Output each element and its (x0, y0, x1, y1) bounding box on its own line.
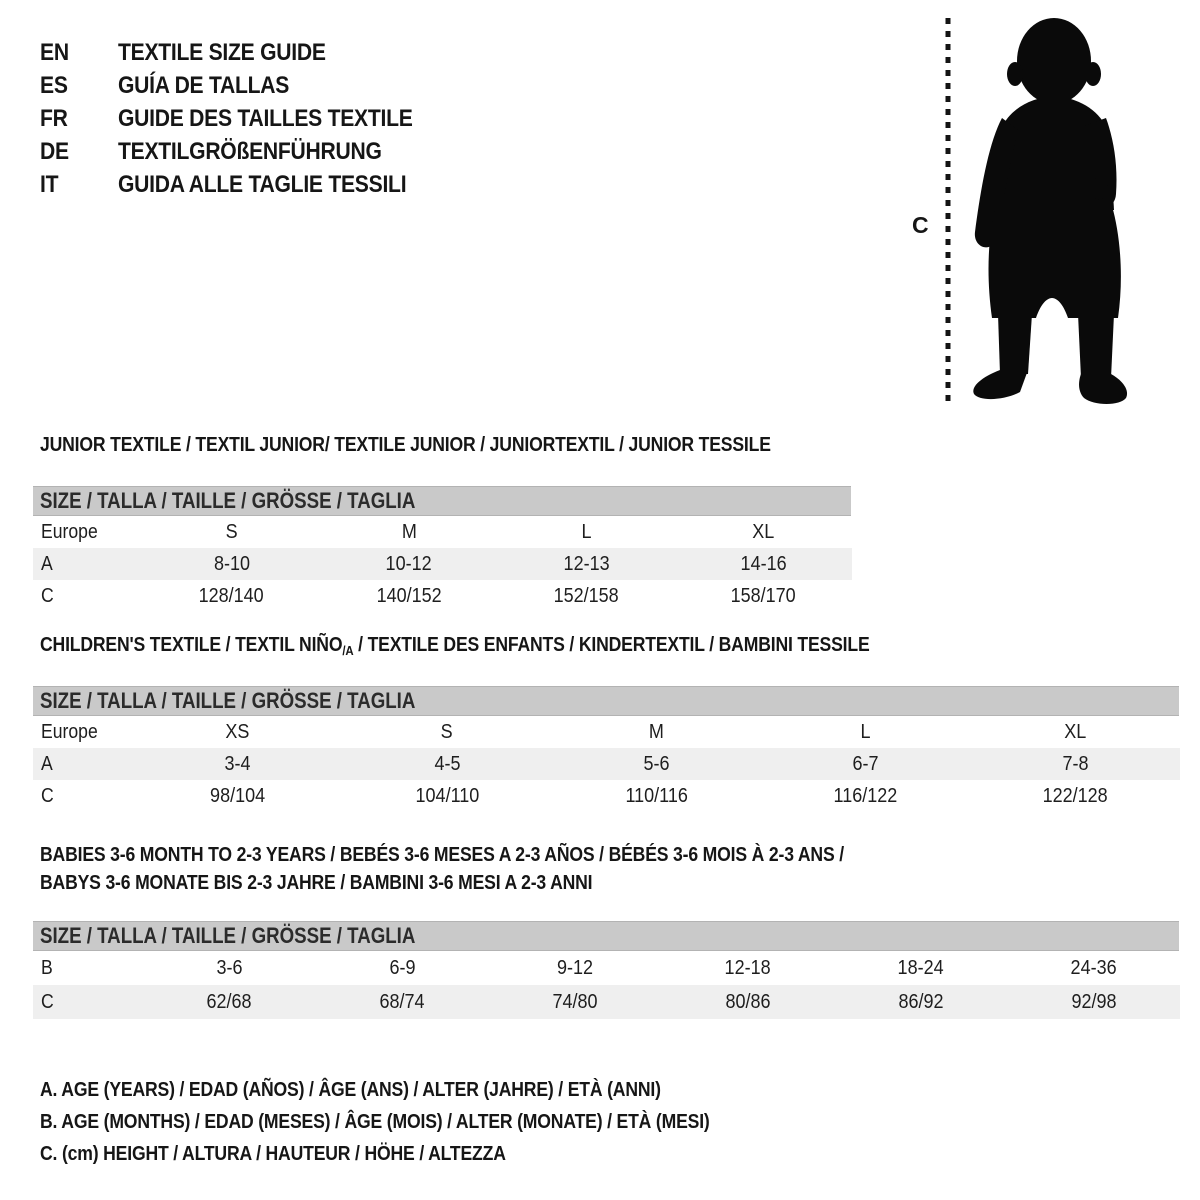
legend (40, 1074, 801, 1170)
table-row (33, 548, 852, 580)
size-cell: 80/86 (725, 990, 771, 1013)
table-row (33, 985, 1180, 1019)
size-cell: 3-6 (216, 956, 243, 979)
size-cell: 116/122 (833, 784, 898, 807)
size-cell: 18-24 (897, 956, 944, 979)
row-label: C (41, 584, 54, 607)
lang-title-fr: GUIDE DES TAILLES TEXTILE (118, 105, 413, 132)
table-row (33, 716, 1180, 748)
junior-section-title (40, 433, 870, 457)
row-label: A (41, 552, 53, 575)
size-cell: 8-10 (213, 552, 250, 575)
size-cell: L (581, 520, 592, 543)
size-cell: 12-18 (724, 956, 771, 979)
size-cell: 86/92 (898, 990, 944, 1013)
size-cell: 24-36 (1070, 956, 1117, 979)
size-cell: XL (1064, 720, 1087, 743)
size-cell: 158/170 (730, 584, 796, 607)
size-cell: S (441, 720, 454, 743)
table-row (33, 748, 1180, 780)
table-row (33, 780, 1180, 812)
babies-title-line2: BABYS 3-6 MONATE BIS 2-3 JAHRE / BAMBINI 3-6 MESI A 2-3 ANNI (40, 872, 593, 894)
babies-size-table (33, 951, 1180, 1019)
babies-size-header-bar (33, 921, 1179, 951)
size-cell: XS (225, 720, 250, 743)
legend-line-a: A. AGE (YEARS) / EDAD (AÑOS) / ÂGE (ANS) / ALTER (JAHRE) / ETÀ (ANNI) (40, 1079, 661, 1101)
size-cell: XL (752, 520, 775, 543)
lang-row-de (40, 135, 453, 168)
lang-code-it: IT (40, 171, 59, 198)
size-cell: M (648, 720, 664, 743)
size-cell: 9-12 (557, 956, 594, 979)
size-cell: 98/104 (210, 784, 266, 807)
junior-size-table (33, 516, 852, 612)
children-size-header-bar (33, 686, 1179, 716)
size-cell: 152/158 (553, 584, 619, 607)
height-marker-label: C (912, 212, 929, 238)
row-label: A (41, 752, 53, 775)
children-title-sub: /A (342, 643, 354, 658)
size-cell: 5-6 (643, 752, 670, 775)
size-cell: 62/68 (206, 990, 252, 1013)
babies-title-line1: BABIES 3-6 MONTH TO 2-3 YEARS / BEBÉS 3-6 MESES A 2-3 AÑOS / BÉBÉS 3-6 MOIS À 2-3 ANS / (40, 844, 844, 866)
lang-title-es: GUÍA DE TALLAS (118, 72, 290, 99)
size-cell: 128/140 (199, 584, 265, 607)
size-cell: 7-8 (1062, 752, 1089, 775)
size-cell: S (225, 520, 238, 543)
lang-title-it: GUIDA ALLE TAGLIE TESSILI (118, 171, 407, 198)
junior-size-header-text: SIZE / TALLA / TAILLE / GRÖSSE / TAGLIA (40, 488, 416, 513)
lang-code-es: ES (40, 72, 68, 99)
size-cell: 140/152 (376, 584, 442, 607)
babies-size-header-text: SIZE / TALLA / TAILLE / GRÖSSE / TAGLIA (40, 923, 416, 948)
lang-title-de: TEXTILGRÖßENFÜHRUNG (118, 138, 382, 165)
toddler-silhouette (962, 14, 1138, 410)
table-row (33, 516, 852, 548)
table-row (33, 951, 1180, 985)
size-cell: 74/80 (552, 990, 598, 1013)
legend-line-c: C. (cm) HEIGHT / ALTURA / HAUTEUR / HÖHE / ALTEZZA (40, 1143, 506, 1165)
size-cell: 92/98 (1071, 990, 1117, 1013)
size-cell: 6-9 (389, 956, 416, 979)
size-cell: L (860, 720, 871, 743)
lang-row-es (40, 69, 453, 102)
height-dimension-line (943, 16, 953, 408)
children-section-title (40, 633, 983, 663)
lang-title-en: TEXTILE SIZE GUIDE (118, 39, 326, 66)
children-section-title-text: CHILDREN'S TEXTILE / TEXTIL $NIÑO_{/A}$ / TEXTILE DES ENFANTS / KINDERTEXTIL / BAMBINI TESSILE (40, 634, 870, 658)
size-cell: 4-5 (434, 752, 461, 775)
row-label: B (41, 956, 53, 979)
size-cell: 10-12 (385, 552, 432, 575)
size-cell: 68/74 (379, 990, 425, 1013)
language-header (40, 36, 453, 201)
children-size-table (33, 716, 1180, 812)
lang-code-fr: FR (40, 105, 68, 132)
junior-size-header-bar (33, 486, 851, 516)
row-label: C (41, 784, 54, 807)
size-cell: 122/128 (1042, 784, 1108, 807)
size-cell: 110/116 (625, 784, 688, 807)
lang-code-de: DE (40, 138, 69, 165)
size-cell: 104/110 (415, 784, 479, 807)
row-label: Europe (41, 520, 98, 543)
row-label: C (41, 990, 54, 1013)
size-cell: M (401, 520, 417, 543)
size-cell: 12-13 (563, 552, 610, 575)
lang-row-fr (40, 102, 453, 135)
lang-row-it (40, 168, 453, 201)
lang-row-en (40, 36, 453, 69)
table-row (33, 580, 852, 612)
children-size-header-text: SIZE / TALLA / TAILLE / GRÖSSE / TAGLIA (40, 688, 416, 713)
lang-code-en: EN (40, 39, 69, 66)
legend-line-b: B. AGE (MONTHS) / EDAD (MESES) / ÂGE (MOIS) / ALTER (MONATE) / ETÀ (MESI) (40, 1111, 710, 1133)
size-cell: 14-16 (740, 552, 787, 575)
junior-section-title-text: JUNIOR TEXTILE / TEXTIL JUNIOR/ TEXTILE JUNIOR / JUNIORTEXTIL / JUNIOR TESSILE (40, 434, 771, 456)
size-cell: 3-4 (224, 752, 251, 775)
babies-section-title (40, 841, 954, 897)
row-label: Europe (41, 720, 98, 743)
size-cell: 6-7 (852, 752, 879, 775)
